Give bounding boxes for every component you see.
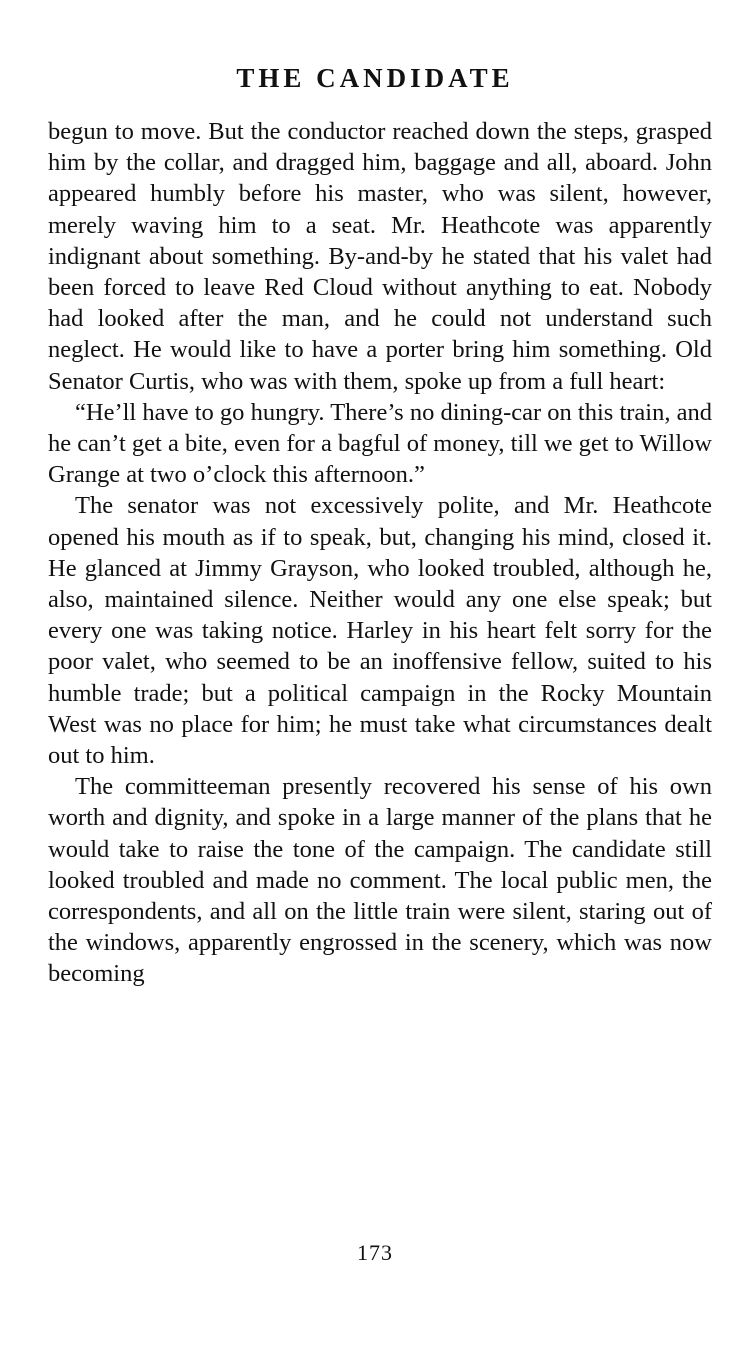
paragraph-1: begun to move. But the conductor reached down the steps, grasped him by the collar, and dragged him, baggage and all, aboard. John appeared humbly before his master, who was silent, however, merely waving him to a seat. Mr. Heathcote was apparently indignant about something. By-and-by he stated that his valet had been forced to leave Red Cloud without anything to eat. Nobody had looked after the man, and he could not understand such neglect. He would like to have a porter bring him something. Old Senator Curtis, who was with them, spoke up from a full heart: <box>48 118 712 395</box>
body-text <box>48 116 712 990</box>
paragraph-4: The committeeman presently recovered his sense of his own worth and dignity, and spoke in a large manner of the plans that he would take to raise the tone of the campaign. The candidate still looked troubled and made no comment. The local public men, the correspondents, and all on the little train were silent, staring out of the windows, apparently engrossed in the scenery, which was now becoming <box>48 773 712 988</box>
paragraph-2: “He’ll have to go hungry. There’s no dining-car on this train, and he can’t get a bite, even for a bagful of money, till we get to Willow Grange at two o’clock this afternoon.” <box>48 398 712 489</box>
paragraph-3: The senator was not excessively polite, and Mr. Heathcote opened his mouth as if to speak, but, changing his mind, closed it. He glanced at Jimmy Grayson, who looked troubled, although he, also, maintained silence. Neither would any one else speak; but every one was taking notice. Harley in his heart felt sorry for the poor valet, who seemed to be an inoffensive fellow, suited to his humble trade; but a political campaign in the Rocky Mountain West was no place for him; he must take what circumstances dealt out to him. <box>48 492 712 770</box>
running-head: THE CANDIDATE <box>236 63 514 93</box>
page-number: 173 <box>357 1240 393 1265</box>
